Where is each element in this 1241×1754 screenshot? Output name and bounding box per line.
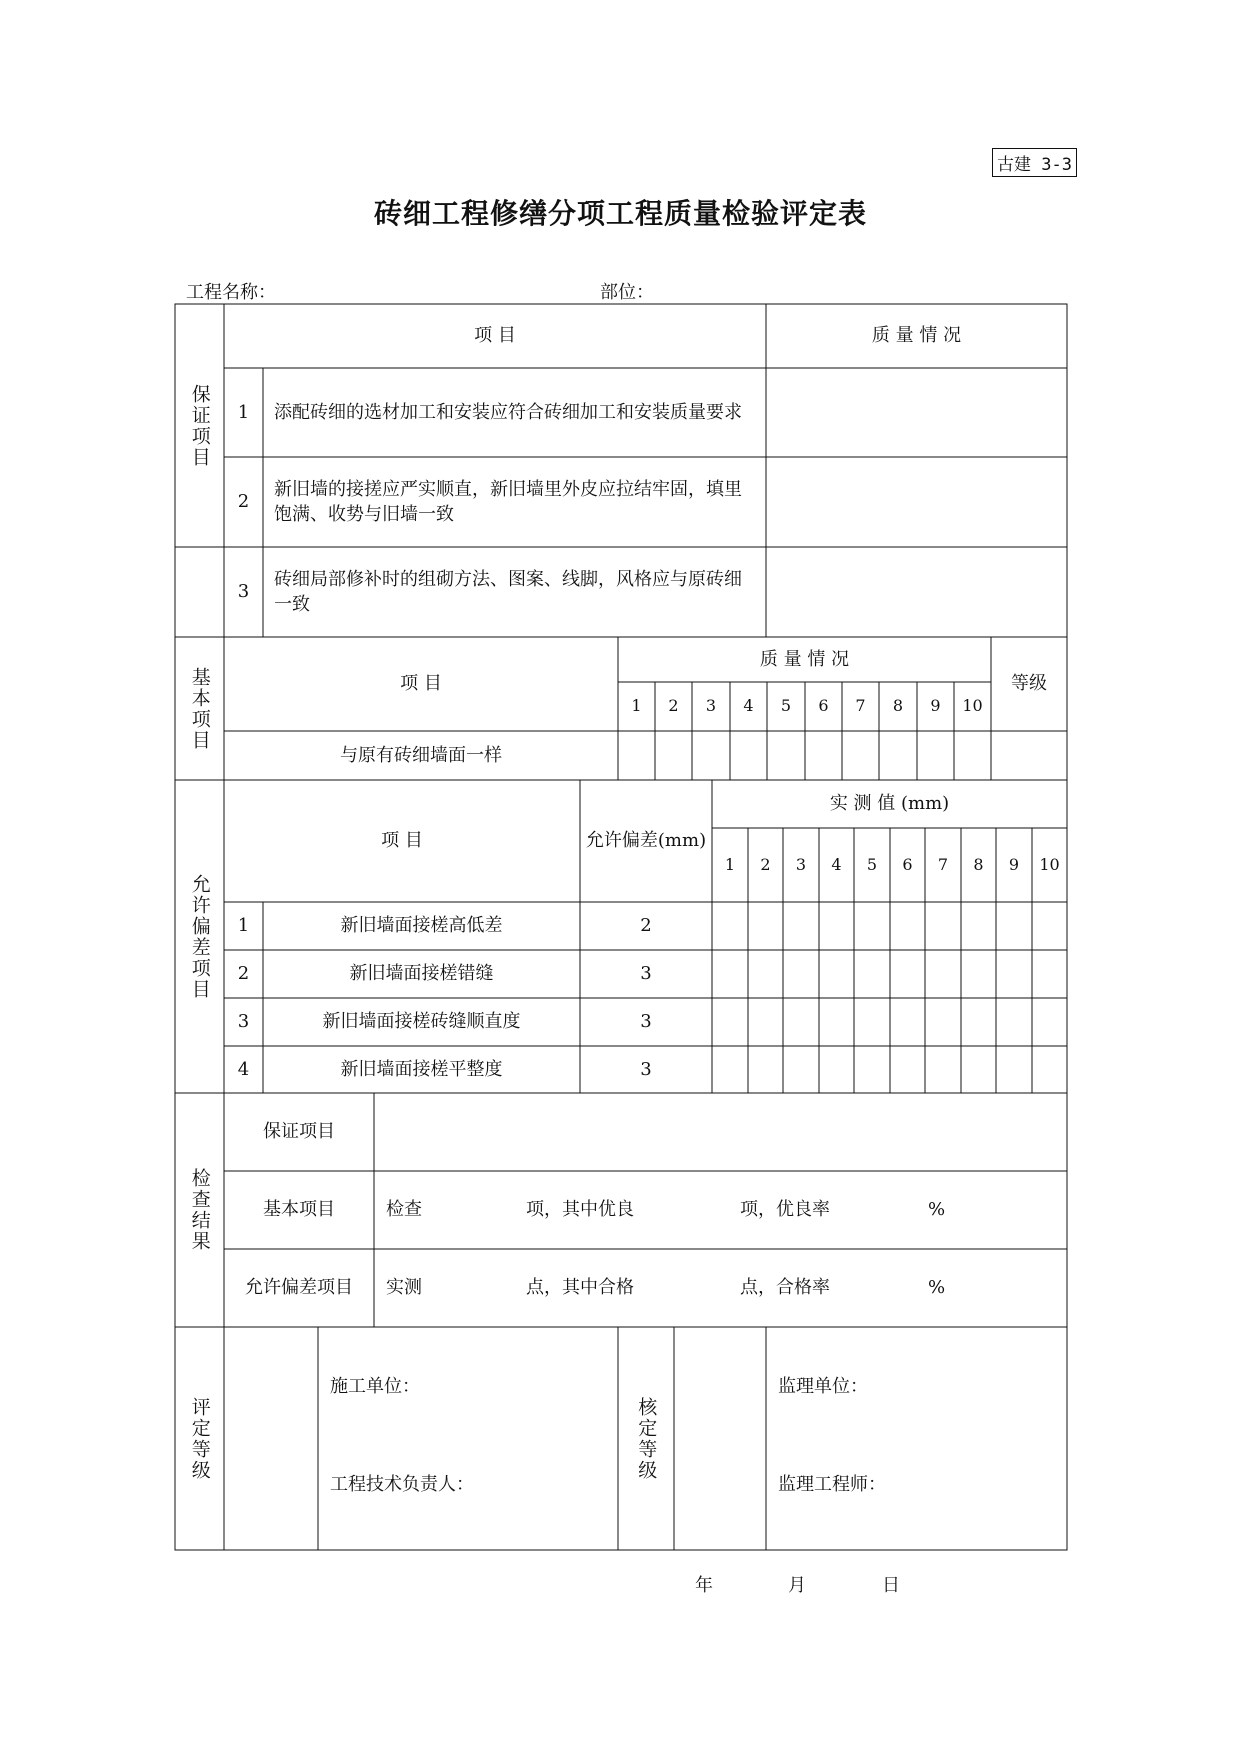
- basic-num-header: 7: [855, 696, 866, 716]
- form-title: 砖细工程修缮分项工程质量检验评定表: [373, 197, 867, 230]
- form-code: 古建 3-3: [992, 148, 1077, 177]
- guarantee-row-no: 1: [237, 401, 250, 423]
- supervision-unit-label: 监理单位：: [778, 1376, 868, 1398]
- deviation-row-value: 3: [640, 1058, 652, 1080]
- deviation-num-header: 6: [902, 854, 913, 874]
- deviation-num-header: 3: [795, 854, 807, 874]
- date-month: 月: [788, 1575, 806, 1596]
- deviation-row-value: 3: [640, 963, 652, 985]
- basic-row-text: 与原有砖细墙面一样: [340, 744, 502, 766]
- results-basic-excellent: 项，其中优良: [526, 1199, 634, 1221]
- guarantee-row-text: 砖细局部修补时的组砌方法、图案、线脚，风格应与原砖细一致: [274, 568, 742, 615]
- deviation-row-text: 新旧墙面接槎错缝: [349, 963, 494, 985]
- basic-num-header: 8: [892, 696, 904, 716]
- deviation-row-no: 1: [237, 915, 250, 937]
- basic-num-header: 4: [743, 696, 754, 716]
- deviation-row-no: 2: [237, 963, 250, 985]
- guarantee-row-no: 2: [237, 491, 250, 513]
- deviation-num-header: 8: [973, 854, 984, 874]
- deviation-row-no: 4: [237, 1058, 250, 1080]
- supervision-engineer-label: 监理工程师：: [778, 1474, 886, 1496]
- deviation-item-header: 项 目: [381, 830, 423, 852]
- basic-num-header: 3: [705, 696, 717, 716]
- deviation-num-header: 1: [724, 854, 736, 874]
- guarantee-row-text: 新旧墙的接搓应严实顺直，新旧墙里外皮应拉结牢固，填里饱满、收势与旧墙一致: [274, 478, 742, 525]
- deviation-row-value: 3: [640, 1011, 652, 1033]
- deviation-num-header: 2: [760, 854, 771, 874]
- results-basic-label: 基本项目: [263, 1199, 335, 1221]
- deviation-row-text: 新旧墙面接槎平整度: [340, 1058, 503, 1080]
- basic-num-header: 5: [780, 696, 792, 716]
- deviation-num-header: 9: [1008, 854, 1020, 874]
- deviation-row-value: 2: [640, 915, 652, 937]
- deviation-row-text: 新旧墙面接槎砖缝顺直度: [322, 1011, 521, 1033]
- results-basic-percent: %: [928, 1199, 946, 1221]
- basic-num-header: 9: [930, 696, 941, 716]
- basic-num-header: 6: [818, 696, 829, 716]
- results-deviation-label: 允许偏差项目: [245, 1277, 353, 1299]
- deviation-num-header: 5: [866, 854, 878, 874]
- deviation-num-header: 4: [831, 854, 842, 874]
- results-section-label: 检查结果: [188, 1168, 211, 1252]
- results-guarantee-label: 保证项目: [263, 1121, 335, 1143]
- guarantee-item-header: 项 目: [474, 325, 516, 347]
- basic-section-label: 基本项目: [188, 666, 211, 751]
- project-name-label: 工程名称：: [186, 282, 276, 303]
- basic-grade-header: 等级: [1011, 673, 1047, 695]
- basic-num-header: 2: [668, 696, 679, 716]
- deviation-row-text: 新旧墙面接槎高低差: [340, 915, 503, 937]
- rating-section-label: 评定等级: [188, 1396, 211, 1481]
- verify-grade-label: 核定等级: [635, 1396, 658, 1481]
- results-basic-check: 检查: [386, 1199, 422, 1221]
- guarantee-row-text: 添配砖细的选材加工和安装应符合砖细加工和安装质量要求: [274, 401, 742, 423]
- tech-lead-label: 工程技术负责人：: [330, 1474, 474, 1496]
- basic-item-header: 项 目: [400, 673, 442, 695]
- basic-num-header: 10: [962, 696, 983, 716]
- guarantee-quality-header: 质 量 情 况: [871, 325, 962, 347]
- basic-num-header: 1: [631, 696, 642, 716]
- deviation-num-header: 10: [1039, 854, 1060, 874]
- location-label: 部位：: [600, 282, 654, 303]
- results-deviation-percent: %: [928, 1277, 946, 1299]
- deviation-num-header: 7: [937, 854, 949, 874]
- results-deviation-qualified: 点，其中合格: [526, 1277, 634, 1299]
- date-year: 年: [695, 1575, 713, 1596]
- results-deviation-measure: 实测: [386, 1277, 422, 1299]
- results-basic-rate: 项，优良率: [740, 1199, 830, 1221]
- date-day: 日: [882, 1575, 900, 1596]
- guarantee-section-label: 保证项目: [188, 383, 211, 468]
- results-deviation-rate: 点，合格率: [740, 1277, 830, 1299]
- deviation-measured-header: 实 测 值 (mm): [829, 793, 950, 815]
- basic-quality-header: 质 量 情 况: [759, 648, 850, 670]
- guarantee-row-no: 3: [237, 581, 250, 603]
- deviation-allow-header: 允许偏差(mm): [585, 830, 707, 852]
- deviation-section-label: 允许偏差项目: [188, 873, 211, 1000]
- construction-unit-label: 施工单位：: [330, 1376, 420, 1398]
- deviation-row-no: 3: [237, 1011, 250, 1033]
